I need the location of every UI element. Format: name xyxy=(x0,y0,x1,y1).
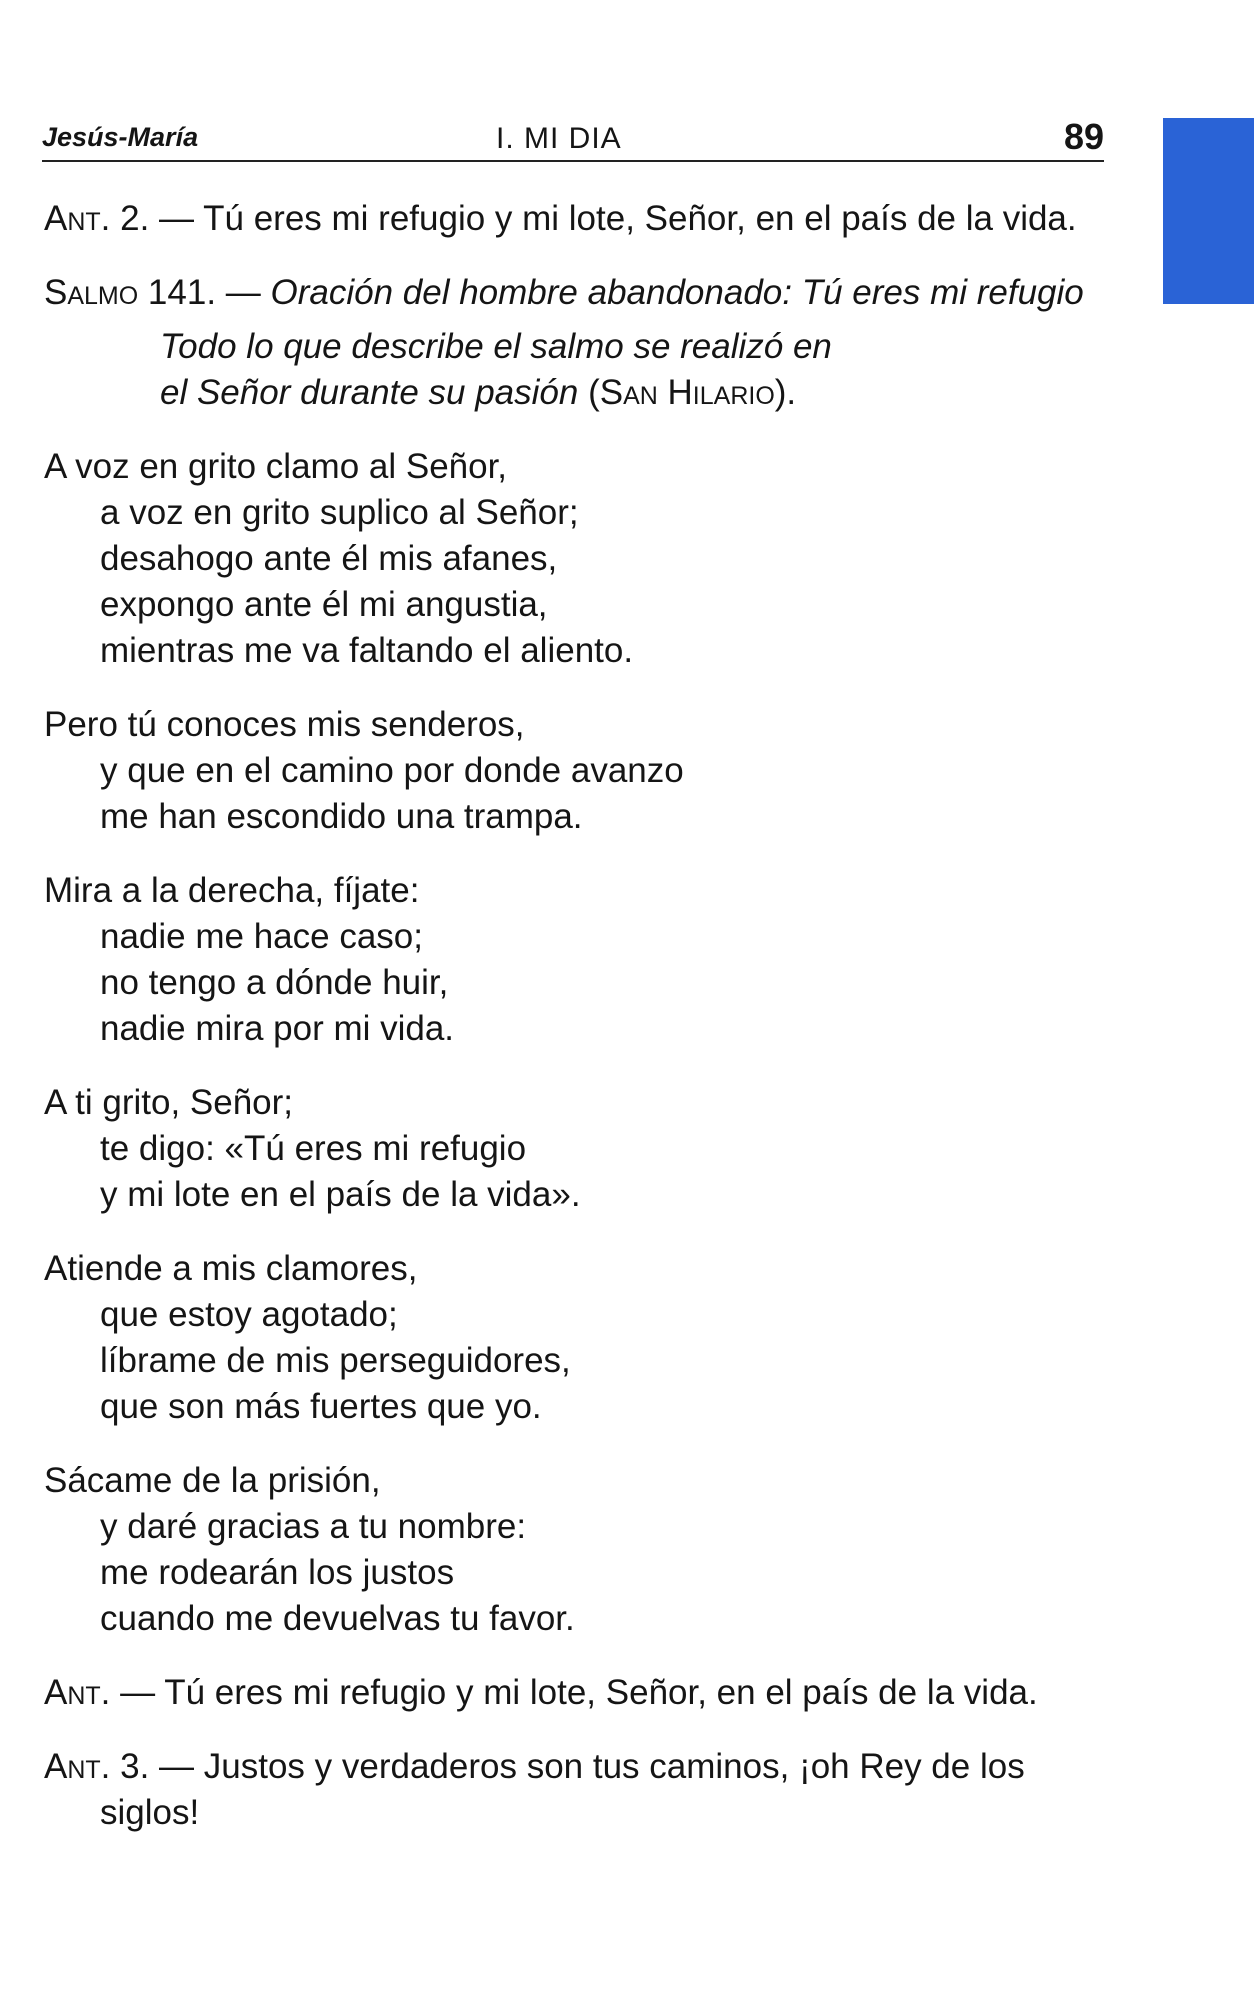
verse-line: Sácame de la prisión, xyxy=(44,1461,381,1500)
verse-line: expongo ante él mi angustia, xyxy=(100,585,548,624)
page-body xyxy=(44,196,1114,1864)
verse-line: que son más fuertes que yo. xyxy=(100,1387,542,1426)
antiphon-text: — Tú eres mi refugio y mi lote, Señor, en el país de la vida. xyxy=(149,199,1077,238)
antiphon-3 xyxy=(44,1744,1114,1836)
verse-line: Pero tú conoces mis senderos, xyxy=(44,705,525,744)
epigraph-line-1: Todo lo que describe el salmo se realizó en xyxy=(160,327,832,366)
antiphon-label: Ant. 3. xyxy=(44,1747,150,1786)
psalm-label: Salmo 141. xyxy=(44,273,217,312)
header-chapter-title: I. MI DIA xyxy=(496,122,622,155)
verse-line: a voz en grito suplico al Señor; xyxy=(100,493,579,532)
antiphon-text: — Justos y verdaderos son tus caminos, ¡oh Rey de los siglos! xyxy=(100,1747,1025,1832)
running-header xyxy=(42,112,1104,162)
epigraph-close: ). xyxy=(774,373,797,412)
epigraph-line-2: el Señor durante su pasión xyxy=(160,373,579,412)
antiphon-text: — Tú eres mi refugio y mi lote, Señor, en el país de la vida. xyxy=(110,1673,1038,1712)
psalm-heading xyxy=(44,270,1114,316)
verse-line: y daré gracias a tu nombre: xyxy=(100,1507,527,1546)
verse-line: A voz en grito clamo al Señor, xyxy=(44,447,508,486)
antiphon-label: Ant. 2. xyxy=(44,199,150,238)
psalm-dash: — xyxy=(216,273,271,312)
verse-line: me rodearán los justos xyxy=(100,1553,455,1592)
verse-line: y mi lote en el país de la vida». xyxy=(100,1175,581,1214)
verse-line: nadie me hace caso; xyxy=(100,917,423,956)
verse-line: cuando me devuelvas tu favor. xyxy=(100,1599,575,1638)
verse-line: nadie mira por mi vida. xyxy=(100,1009,455,1048)
verse-line: Mira a la derecha, fíjate: xyxy=(44,871,420,910)
psalm-epigraph xyxy=(44,324,1114,416)
stanza-5 xyxy=(44,1246,1114,1430)
blue-edge-tab xyxy=(1163,118,1254,304)
stanza-3 xyxy=(44,868,1114,1052)
header-section-title: Jesús-María xyxy=(42,122,199,152)
verse-line: mientras me va faltando el aliento. xyxy=(100,631,634,670)
verse-line: te digo: «Tú eres mi refugio xyxy=(100,1129,527,1168)
verse-line: A ti grito, Señor; xyxy=(44,1083,294,1122)
antiphon-2 xyxy=(44,196,1114,242)
verse-line: desahogo ante él mis afanes, xyxy=(100,539,558,578)
verse-line: me han escondido una trampa. xyxy=(100,797,583,836)
verse-line: no tengo a dónde huir, xyxy=(100,963,449,1002)
verse-line: líbrame de mis perseguidores, xyxy=(100,1341,571,1380)
epigraph-open: ( xyxy=(578,373,600,412)
stanza-2 xyxy=(44,702,1114,840)
stanza-1 xyxy=(44,444,1114,674)
verse-line: que estoy agotado; xyxy=(100,1295,398,1334)
stanza-6 xyxy=(44,1458,1114,1642)
page-number: 89 xyxy=(1063,116,1104,157)
epigraph-author: San Hilario xyxy=(599,373,775,412)
antiphon-label: Ant. xyxy=(44,1673,111,1712)
stanza-4 xyxy=(44,1080,1114,1218)
verse-line: Atiende a mis clamores, xyxy=(44,1249,418,1288)
antiphon-repeat xyxy=(44,1670,1114,1716)
verse-line: y que en el camino por donde avanzo xyxy=(100,751,684,790)
psalm-title: Oración del hombre abandonado: Tú eres mi refugio xyxy=(270,273,1084,312)
